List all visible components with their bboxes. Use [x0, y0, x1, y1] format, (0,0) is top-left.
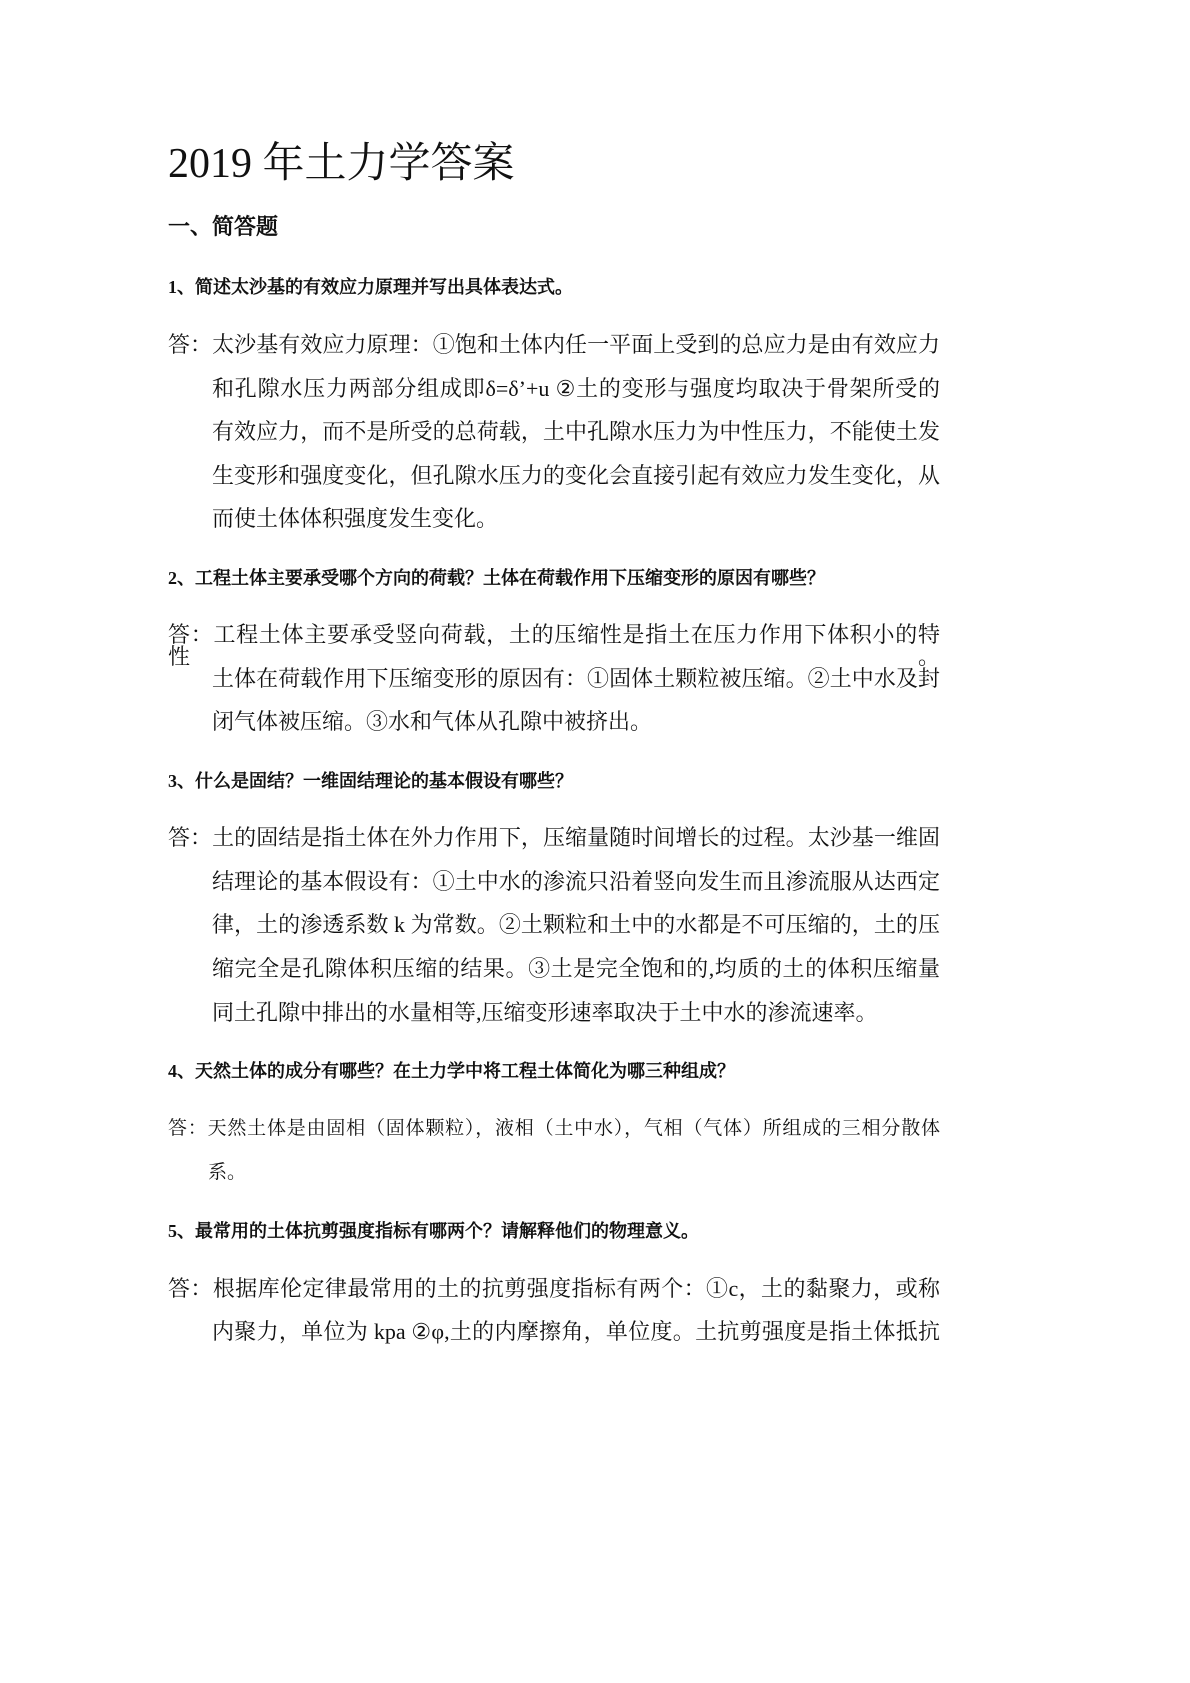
- answer-line: 结理论的基本假设有：①土中水的渗流只沿着竖向发生而且渗流服从达西定: [212, 869, 940, 894]
- question-1: 1、简述太沙基的有效应力原理并写出具体表达式。: [168, 277, 573, 297]
- answer-line: 土体在荷载作用下压缩变形的原因有：①固体土颗粒被压缩。②土中水及封: [212, 666, 940, 691]
- answer-line: 答：土的固结是指土体在外力作用下，压缩量随时间增长的过程。太沙基一维固: [168, 825, 940, 850]
- answer-line: 闭气体被压缩。③水和气体从孔隙中被挤出。: [212, 709, 653, 734]
- section-heading: 一、简答题: [168, 214, 279, 239]
- answer-line: 律，土的渗透系数 k 为常数。②土颗粒和土中的水都是不可压缩的，土的压: [212, 912, 940, 937]
- answer-line: 内聚力，单位为 kpa ②φ,土的内摩擦角，单位度。土抗剪强度是指土体抵抗: [212, 1319, 940, 1344]
- question-5: 5、最常用的土体抗剪强度指标有哪两个？请解释他们的物理意义。: [168, 1221, 699, 1241]
- answer-line: 有效应力，而不是所受的总荷载，土中孔隙水压力为中性压力，不能使土发: [212, 419, 940, 444]
- question-4: 4、天然土体的成分有哪些？在土力学中将工程土体简化为哪三种组成？: [168, 1061, 735, 1081]
- answer-line: 系。: [208, 1162, 247, 1183]
- answer-line: 答：太沙基有效应力原理：①饱和土体内任一平面上受到的总应力是由有效应力: [168, 332, 940, 357]
- document-title: 2019 年土力学答案: [168, 141, 515, 187]
- answer-line: 答：工程土体主要承受竖向荷载，土的压缩性是指土在压力作用下体积小的特性。: [168, 622, 940, 669]
- answer-line: 和孔隙水压力两部分组成即δ=δ’+u ②土的变形与强度均取决于骨架所受的: [212, 376, 940, 401]
- answer-line: 而使土体体积强度发生变化。: [212, 506, 499, 531]
- answer-line: 缩完全是孔隙体积压缩的结果。③土是完全饱和的,均质的土的体积压缩量: [212, 956, 940, 981]
- answer-line: 答：天然土体是由固相（固体颗粒），液相（土中水），气相（气体）所组成的三相分散体: [168, 1118, 940, 1139]
- answer-line: 生变形和强度变化，但孔隙水压力的变化会直接引起有效应力发生变化，从: [212, 463, 940, 488]
- question-3: 3、什么是固结？一维固结理论的基本假设有哪些？: [168, 771, 573, 791]
- question-2: 2、工程土体主要承受哪个方向的荷载？土体在荷载作用下压缩变形的原因有哪些？: [168, 568, 825, 588]
- answer-line: 答：根据库伦定律最常用的土的抗剪强度指标有两个：①c，土的黏聚力，或称: [168, 1276, 940, 1301]
- answer-line: 同土孔隙中排出的水量相等,压缩变形速率取决于土中水的渗流速率。: [212, 1000, 878, 1025]
